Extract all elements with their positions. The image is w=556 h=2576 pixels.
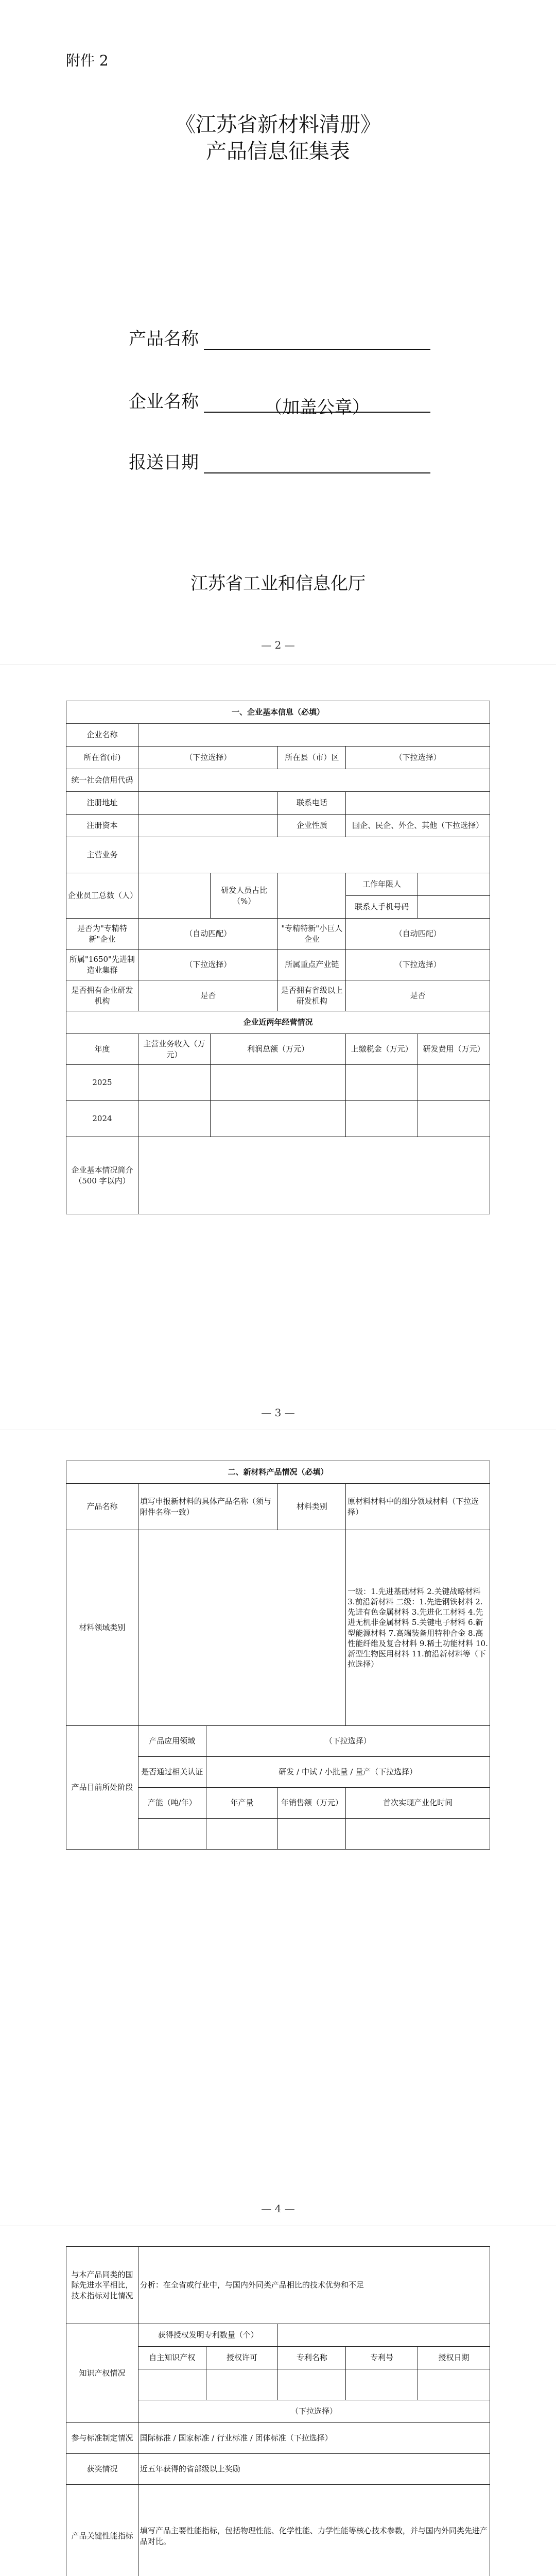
select-cell[interactable]: （下拉选择） <box>346 950 490 980</box>
input-cell[interactable] <box>206 2369 278 2400</box>
auto-cell: （自动匹配） <box>346 919 490 950</box>
label: 主营业务 <box>66 837 138 873</box>
section-subtitle: 企业近两年经营情况 <box>66 1011 490 1034</box>
input-cell[interactable] <box>278 873 346 919</box>
input-cell[interactable] <box>418 873 490 896</box>
company-name-label: 企业名称 <box>129 392 199 412</box>
label: 是否拥有企业研发机构 <box>66 980 138 1011</box>
input-cell[interactable] <box>418 1101 490 1137</box>
year-cell: 2025 <box>66 1065 138 1101</box>
col-header: 年销售额（万元） <box>278 1788 346 1819</box>
label: 企业基本情况简介（500 字以内） <box>66 1137 138 1214</box>
doc-title-line1: 《江苏省新材料清册》 <box>175 113 381 137</box>
col-header: 专利号 <box>346 2347 418 2369</box>
label: 研发人员占比（%） <box>210 873 278 919</box>
label: 工作年限人 <box>346 873 418 896</box>
input-cell[interactable] <box>278 2369 346 2400</box>
page-number: — 2 — <box>261 639 295 651</box>
col-header: 专利名称 <box>278 2347 346 2369</box>
date-label: 报送日期 <box>129 452 199 473</box>
auto-cell: （自动匹配） <box>138 919 278 950</box>
product-name-line[interactable] <box>204 330 430 350</box>
date-line[interactable] <box>204 454 430 473</box>
input-cell[interactable] <box>138 724 490 747</box>
col-header: 授权许可 <box>206 2347 278 2369</box>
input-cell[interactable] <box>138 1101 210 1137</box>
label: 企业名称 <box>66 724 138 747</box>
input-cell[interactable] <box>138 837 490 873</box>
page-number: — 3 — <box>261 1406 295 1419</box>
label: 联系人手机号码 <box>346 896 418 919</box>
label: 材料领域类别 <box>66 1530 138 1726</box>
label: 所在县（市）区 <box>278 747 346 769</box>
label: 参与标准制定情况 <box>66 2423 138 2454</box>
label: 产品目前所处阶段 <box>66 1726 138 1850</box>
label: 是否为"专精特新"企业 <box>66 919 138 950</box>
section-title: 二、新材料产品情况（必填） <box>66 1461 490 1484</box>
input-cell[interactable]: 近五年获得的省部级以上奖励 <box>138 2454 490 2485</box>
label: 是否通过相关认证 <box>138 1757 206 1788</box>
options-cell[interactable]: 一级：1.先进基础材料 2.关键战略材料 3.前沿新材料 二级：1.先进钢铁材料 2.先进有色金属材料 3.先进化工材料 4.先进无机非金属材料 5.关键电子材料 6.新型能源材料 7.高端装备用特种合金 8.高性能纤维及复合材料 9.稀土功能材料 10.新型生物医用材料 11.前沿新材料等（下拉选择） <box>346 1530 490 1726</box>
label: 材料类别 <box>278 1484 346 1530</box>
textarea-cell[interactable]: 填写产品主要性能指标，包括物理性能、化学性能、力学性能等核心技术参数，并与国内外同类先进产品对比。 <box>138 2485 490 2576</box>
choice-cell[interactable]: 是否 <box>346 980 490 1011</box>
input-cell[interactable] <box>138 1065 210 1101</box>
select-cell[interactable]: 研发 / 中试 / 小批量 / 量产（下拉选择） <box>206 1757 490 1788</box>
input-cell[interactable] <box>138 873 210 919</box>
label: 知识产权情况 <box>66 2324 138 2423</box>
label: 产品名称 <box>66 1484 138 1530</box>
input-cell[interactable] <box>346 1819 490 1850</box>
input-cell[interactable] <box>138 2369 206 2400</box>
input-cell[interactable] <box>210 1065 345 1101</box>
label: 所在省(市) <box>66 747 138 769</box>
select-cell[interactable]: （下拉选择） <box>138 747 278 769</box>
col-header: 主营业务收入（万元） <box>138 1034 210 1065</box>
product-info-page <box>0 1430 556 2226</box>
choice-cell[interactable]: 是否 <box>138 980 278 1011</box>
product-info-table <box>66 1461 490 1850</box>
attachment-label: 附件 2 <box>66 52 109 69</box>
technical-page <box>0 2226 556 2576</box>
product-name-field[interactable] <box>129 325 430 350</box>
textarea-cell[interactable] <box>138 1137 490 1214</box>
col-header: 年度 <box>66 1034 138 1065</box>
select-cell[interactable]: 国际标准 / 国家标准 / 行业标准 / 团体标准（下拉选择） <box>138 2423 490 2454</box>
cover-page <box>0 0 556 665</box>
basic-info-page <box>0 665 556 1430</box>
input-cell[interactable] <box>278 2324 490 2347</box>
input-cell[interactable] <box>138 815 278 837</box>
input-cell[interactable] <box>138 769 490 792</box>
product-name-label: 产品名称 <box>129 329 199 349</box>
company-name-line[interactable] <box>204 393 430 418</box>
label: 所属"1650"先进制造业集群 <box>66 950 138 980</box>
seal-hint: （加盖公章） <box>265 397 370 418</box>
select-cell[interactable]: 原材料材料中的细分领域材料（下拉选择） <box>346 1484 490 1530</box>
col-header: 研发费用（万元） <box>418 1034 490 1065</box>
input-cell[interactable] <box>346 1065 418 1101</box>
select-cell[interactable]: （下拉选择） <box>206 1726 490 1757</box>
input-cell[interactable] <box>346 1101 418 1137</box>
input-cell[interactable] <box>346 792 490 815</box>
label: 是否拥有省级以上研发机构 <box>278 980 346 1011</box>
col-header: 首次实现产业化时间 <box>346 1788 490 1819</box>
select-cell[interactable]: （下拉选择） <box>346 747 490 769</box>
col-header: 年产量 <box>206 1788 278 1819</box>
select-cell[interactable]: （下拉选择） <box>138 2400 490 2423</box>
textarea-cell[interactable]: 分析：在全省或行业中，与国内外同类产品相比的技术优势和不足 <box>138 2247 490 2324</box>
col-header: 自主知识产权 <box>138 2347 206 2369</box>
label: "专精特新"小巨人企业 <box>278 919 346 950</box>
input-cell[interactable] <box>210 1101 345 1137</box>
col-header: 授权日期 <box>418 2347 490 2369</box>
label: 联系电话 <box>278 792 346 815</box>
label: 获奖情况 <box>66 2454 138 2485</box>
input-cell[interactable] <box>418 896 490 919</box>
doc-title-line2: 产品信息征集表 <box>206 140 350 163</box>
label: 所属重点产业链 <box>278 950 346 980</box>
select-cell[interactable]: 国企、民企、外企、其他（下拉选择） <box>346 815 490 837</box>
label: 获得授权发明专利数量（个） <box>138 2324 278 2347</box>
col-header: 上缴税金（万元） <box>346 1034 418 1065</box>
label: 产品关键性能指标 <box>66 2485 138 2576</box>
label: 企业员工总数（人） <box>66 873 138 919</box>
label: 注册地址 <box>66 792 138 815</box>
section-title: 一、企业基本信息（必填） <box>66 701 490 724</box>
select-cell[interactable]: （下拉选择） <box>138 950 278 980</box>
input-cell[interactable] <box>138 1530 345 1726</box>
label: 统一社会信用代码 <box>66 769 138 792</box>
year-cell: 2024 <box>66 1101 138 1137</box>
label: 与本产品同类的国际先进水平相比，技术指标对比情况 <box>66 2247 138 2324</box>
input-cell[interactable] <box>138 1819 206 1850</box>
input-cell[interactable] <box>418 2369 490 2400</box>
input-cell[interactable] <box>278 1819 346 1850</box>
input-cell[interactable] <box>138 792 278 815</box>
hint-cell[interactable]: 填写申报新材料的具体产品名称（须与附件名称一致） <box>138 1484 278 1530</box>
technical-table <box>66 2246 490 2576</box>
company-name-field[interactable] <box>129 387 430 418</box>
label: 产品应用领域 <box>138 1726 206 1757</box>
label: 企业性质 <box>278 815 346 837</box>
col-header: 产能（吨/年） <box>138 1788 206 1819</box>
col-header: 利润总额（万元） <box>210 1034 345 1065</box>
issuing-office: 江苏省工业和信息化厅 <box>190 573 366 594</box>
input-cell[interactable] <box>346 2369 418 2400</box>
label: 注册资本 <box>66 815 138 837</box>
date-field[interactable] <box>129 448 430 473</box>
basic-info-table <box>66 701 490 1214</box>
page-number: — 4 — <box>261 2202 295 2215</box>
input-cell[interactable] <box>418 1065 490 1101</box>
input-cell[interactable] <box>206 1819 278 1850</box>
